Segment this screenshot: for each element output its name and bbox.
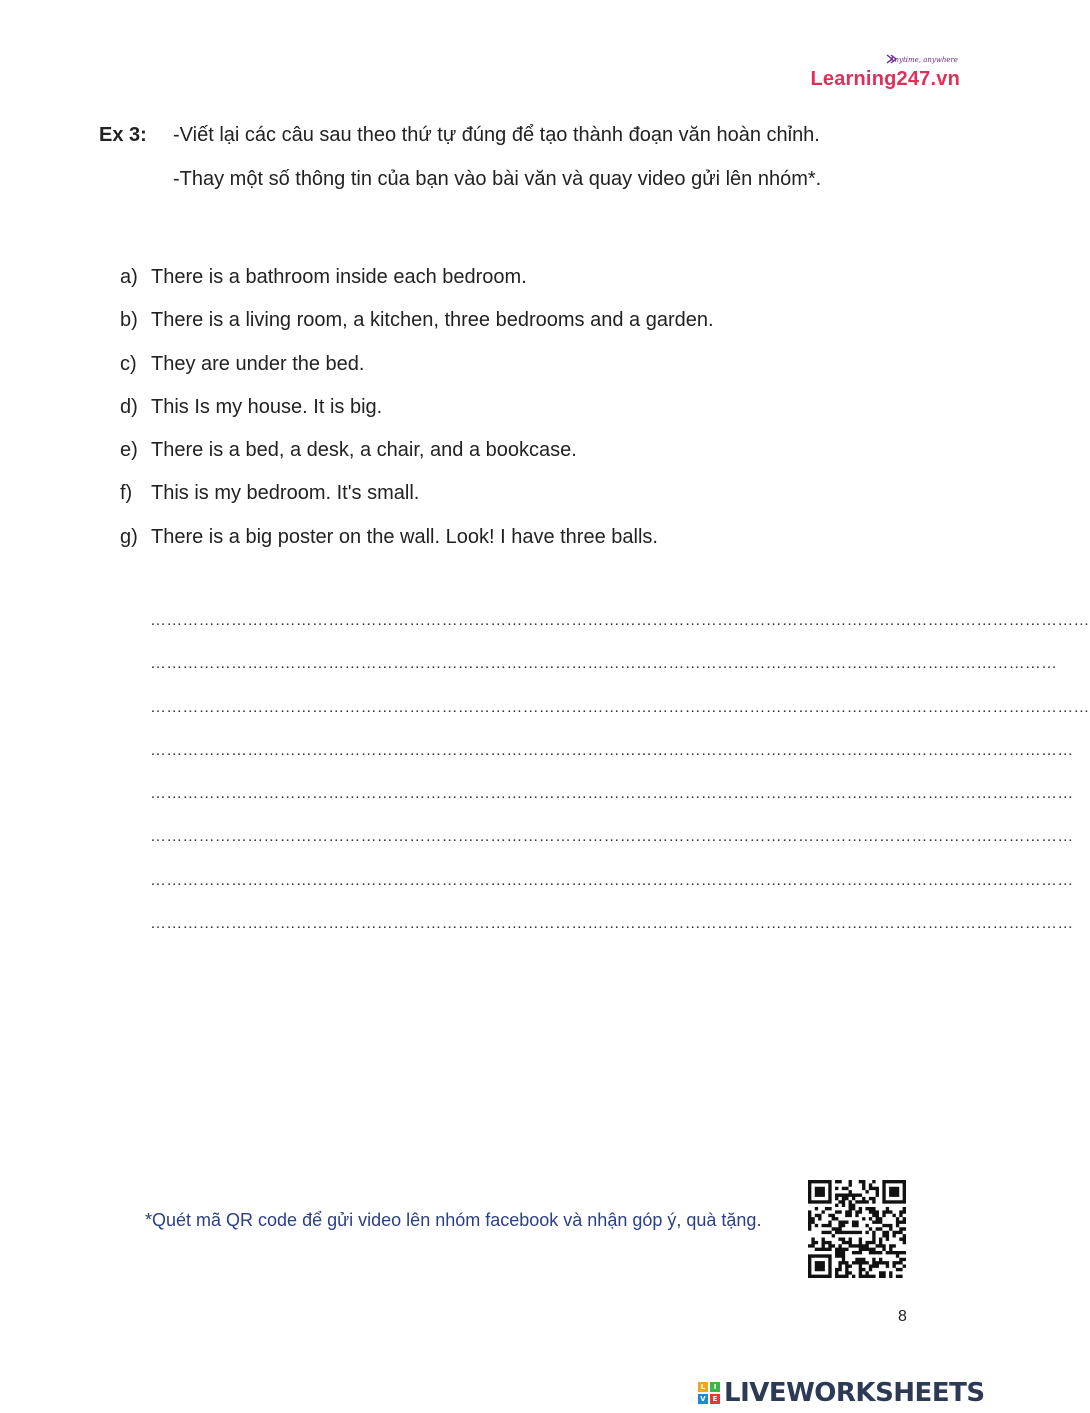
item-text: They are under the bed.: [151, 352, 365, 375]
grid-letter: E: [710, 1394, 720, 1404]
item-letter: f): [120, 482, 133, 505]
item-text: This Is my house. It is big.: [151, 395, 383, 418]
instruction-1: -Viết lại các câu sau theo thứ tự đúng để tạo thành đoạn văn hoàn chỉnh.: [173, 124, 820, 146]
sentence-list: [120, 266, 714, 569]
item-text: There is a bathroom inside each bedroom.: [151, 266, 527, 288]
answer-line: ………………………………………………………………………………………………………………………………………………………: [150, 785, 1074, 803]
answer-line: ……………………………………………………………………………………………………………………………………………………: [150, 655, 1058, 673]
list-item: [120, 266, 714, 309]
list-item: [120, 439, 714, 482]
learning247-logo: [810, 52, 960, 96]
list-item: [120, 482, 714, 525]
item-text: There is a big poster on the wall. Look! I have three balls.: [151, 525, 658, 548]
answer-line: ………………………………………………………………………………………………………………………………………………………: [150, 871, 1074, 889]
live-grid-icon: [698, 1382, 720, 1404]
qr-footnote: *Quét mã QR code để gửi video lên nhóm facebook và nhận góp ý, quà tặng.: [145, 1210, 762, 1230]
page-number: 8: [898, 1308, 907, 1325]
logo-tagline: Anytime, anywhere: [889, 56, 958, 64]
grid-letter: V: [698, 1394, 708, 1404]
item-text: There is a bed, a desk, a chair, and a bookcase.: [151, 439, 577, 462]
answer-line: ………………………………………………………………………………………………………………………………………………………: [150, 741, 1074, 759]
exercise-label: Ex 3:: [99, 124, 147, 146]
item-text: This is my bedroom. It's small.: [151, 482, 420, 505]
item-letter: d): [120, 395, 138, 418]
answer-area: [150, 612, 1090, 958]
answer-line: ………………………………………………………………………………………………………………………………………………………: [150, 915, 1074, 933]
liveworksheets-logo: [698, 1378, 985, 1408]
logo-name: Learning247.vn: [810, 68, 960, 90]
answer-line: …………………………………………………………………………………………………………………………………………………………: [150, 698, 1090, 716]
instruction-2: -Thay một số thông tin của bạn vào bài văn và quay video gửi lên nhóm*.: [173, 168, 822, 190]
list-item: [120, 396, 714, 439]
qr-code-icon[interactable]: [808, 1180, 906, 1278]
item-text: There is a living room, a kitchen, three bedrooms and a garden.: [151, 309, 714, 332]
item-letter: b): [120, 309, 138, 332]
grid-letter: I: [710, 1382, 720, 1392]
answer-line: …………………………………………………………………………………………………………………………………………………………: [150, 612, 1090, 629]
item-letter: g): [120, 525, 138, 548]
item-letter: c): [120, 352, 137, 375]
item-letter: e): [120, 439, 138, 462]
list-item: [120, 353, 714, 396]
item-letter: a): [120, 266, 138, 288]
list-item: [120, 526, 714, 569]
grid-letter: L: [698, 1382, 708, 1392]
list-item: [120, 309, 714, 352]
answer-line: ………………………………………………………………………………………………………………………………………………………: [150, 828, 1074, 846]
brand-name: LIVEWORKSHEETS: [724, 1378, 985, 1408]
